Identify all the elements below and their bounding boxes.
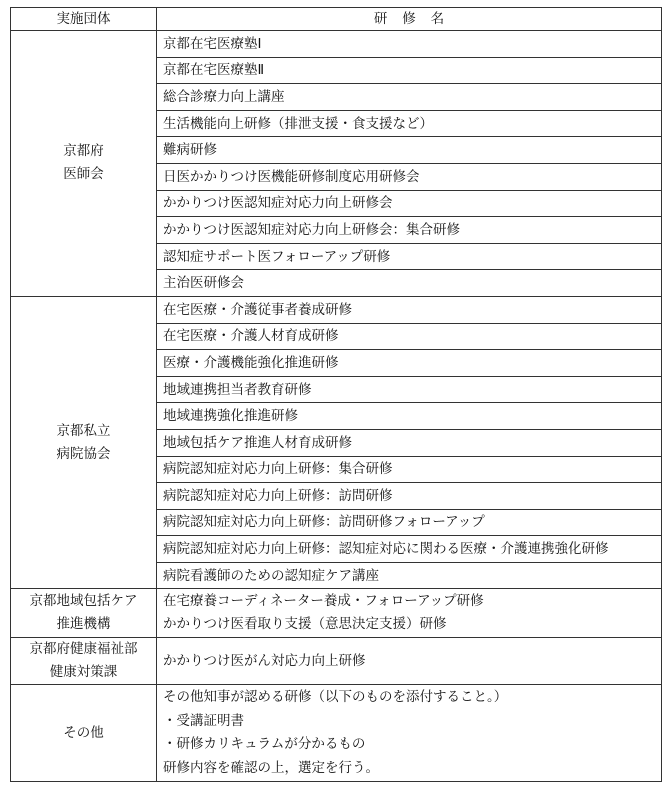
course-cell: 病院看護師のための認知症ケア講座 <box>157 562 662 589</box>
organization-cell-kyoto-private-hospital-association <box>11 296 157 589</box>
course-cell: 主治医研修会 <box>157 270 662 297</box>
header-organization: 実施団体 <box>11 8 157 31</box>
course-cell: 生活機能向上研修（排泄支援・食支援など） <box>157 110 662 137</box>
course-cell: 医療・介護機能強化推進研修 <box>157 350 662 377</box>
organization-line: 健康対策課 <box>49 664 118 681</box>
course-cell: 認知症サポート医フォローアップ研修 <box>157 243 662 270</box>
course-cell <box>157 685 662 782</box>
organization-line: 医師会 <box>63 166 104 183</box>
table-row <box>11 31 662 58</box>
course-cell: かかりつけ医がん対応力向上研修 <box>157 638 662 685</box>
organization-line: 京都地域包括ケア <box>29 593 138 610</box>
course-cell: かかりつけ医認知症対応力向上研修会 <box>157 190 662 217</box>
table-row <box>11 589 662 638</box>
course-cell: 日医かかりつけ医機能研修制度応用研修会 <box>157 163 662 190</box>
table-row <box>11 685 662 782</box>
course-cell: 地域連携強化推進研修 <box>157 403 662 430</box>
organization-cell-kyoto-health-welfare-department <box>11 638 157 685</box>
course-line: かかりつけ医看取り支援（意思決定支援）研修 <box>163 616 447 633</box>
course-line: 在宅療養コーディネーター養成・フォローアップ研修 <box>163 593 484 610</box>
course-cell: 在宅医療・介護従事者養成研修 <box>157 296 662 323</box>
course-cell: 難病研修 <box>157 137 662 164</box>
course-line: その他知事が認める研修（以下のものを添付すること。） <box>163 689 508 706</box>
organization-line: 京都府 <box>63 143 104 160</box>
header-row <box>11 8 662 31</box>
course-cell: 病院認知症対応力向上研修：訪問研修フォローアップ <box>157 509 662 536</box>
organization-line: 京都府健康福祉部 <box>29 641 138 658</box>
course-line: ・研修カリキュラムが分かるもの <box>163 736 366 753</box>
course-cell: 総合診療力向上講座 <box>157 84 662 111</box>
course-cell: 京都在宅医療塾Ⅰ <box>157 31 662 58</box>
course-line: 研修内容を確認の上，選定を行う。 <box>163 759 379 776</box>
organization-cell-kyoto-medical-association <box>11 31 157 297</box>
course-cell: かかりつけ医認知症対応力向上研修会：集合研修 <box>157 217 662 244</box>
organization-line: 病院協会 <box>56 445 111 462</box>
course-cell: 病院認知症対応力向上研修：訪問研修 <box>157 483 662 510</box>
course-cell: 在宅医療・介護人材育成研修 <box>157 323 662 350</box>
organization-line: 推進機構 <box>56 616 111 633</box>
course-cell: 地域連携担当者教育研修 <box>157 376 662 403</box>
organization-line: 京都私立 <box>56 422 111 439</box>
course-cell <box>157 589 662 638</box>
organization-cell-other <box>11 685 157 782</box>
table-row <box>11 638 662 685</box>
course-cell: 病院認知症対応力向上研修：集合研修 <box>157 456 662 483</box>
training-table <box>10 7 662 782</box>
course-cell: 病院認知症対応力向上研修：認知症対応に関わる医療・介護連携強化研修 <box>157 536 662 563</box>
organization-line: その他 <box>63 724 104 741</box>
course-cell: 京都在宅医療塾Ⅱ <box>157 57 662 84</box>
table-row <box>11 296 662 323</box>
header-training-name <box>157 8 662 31</box>
organization-cell-kyoto-community-care-organization <box>11 589 157 638</box>
course-cell: 地域包括ケア推進人材育成研修 <box>157 429 662 456</box>
header-training-name-text: 研修名 <box>373 11 459 27</box>
course-line: ・受講証明書 <box>163 712 244 729</box>
